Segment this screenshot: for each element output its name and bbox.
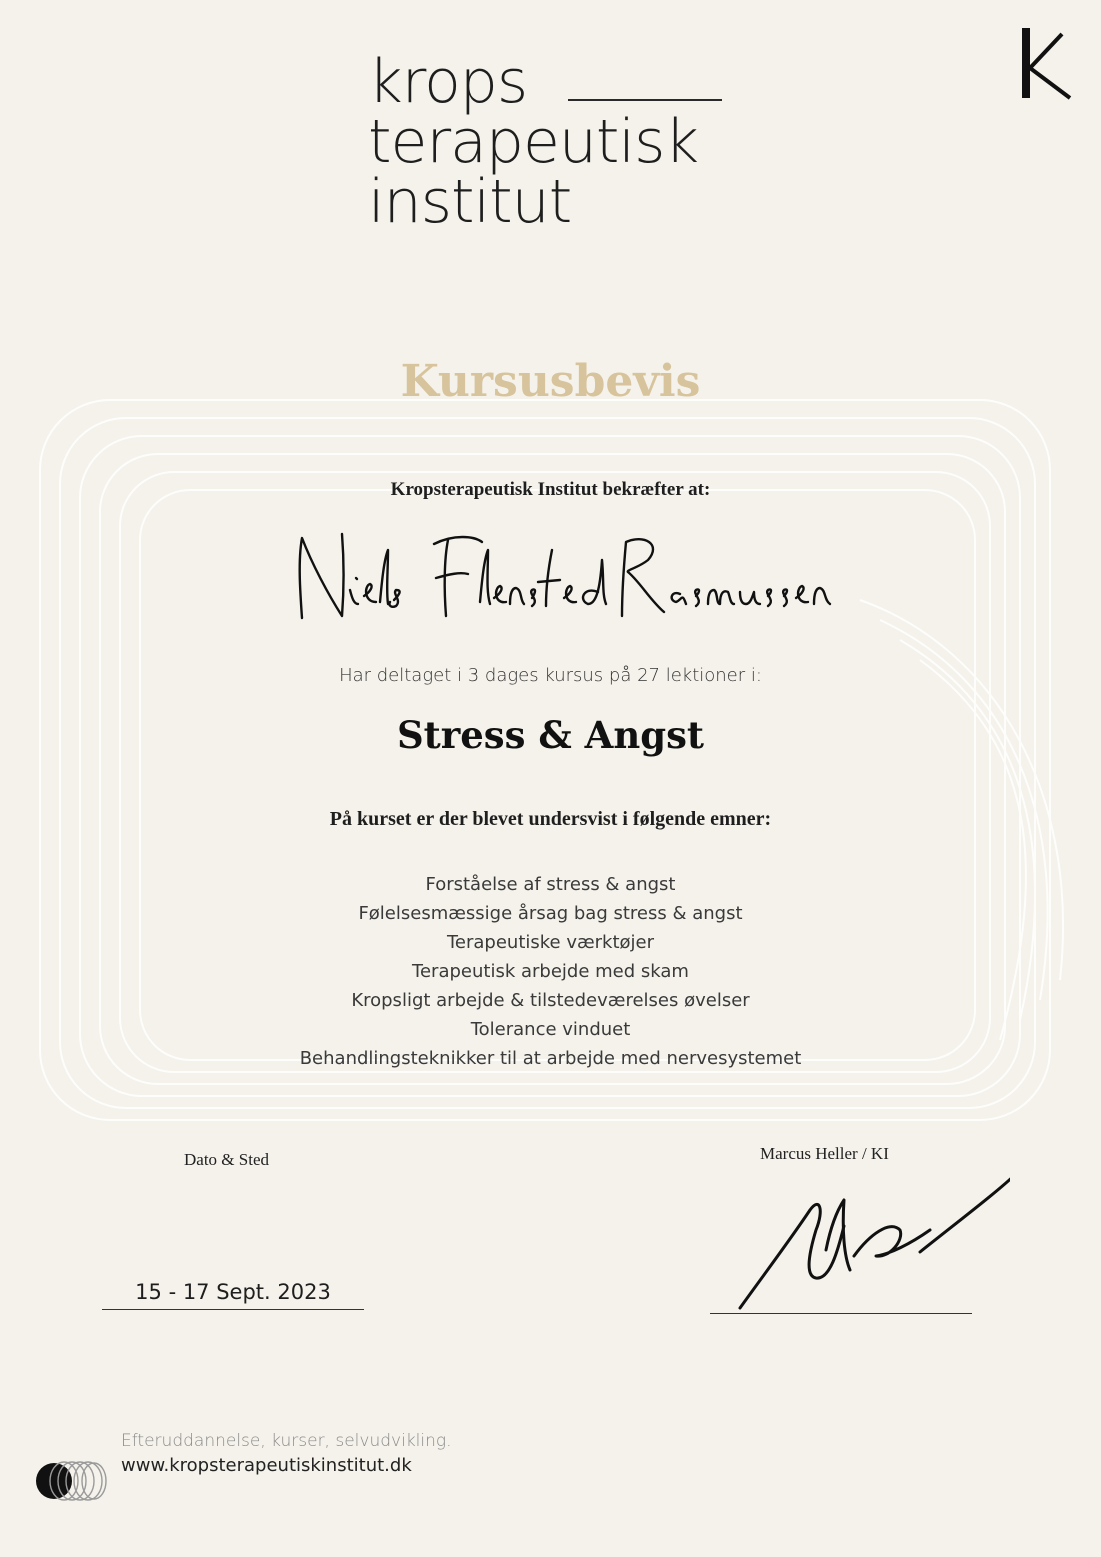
participation-text: Har deltaget i 3 dages kursus på 27 lektioner i:	[339, 665, 762, 686]
topics-heading: På kurset er der blevet undersvist i følgende emner:	[329, 808, 772, 830]
list-item: Kropsligt arbejde & tilstedeværelses øvelser	[351, 990, 750, 1011]
topics-list	[0, 870, 1101, 1073]
course-name: Stress & Angst	[396, 713, 705, 757]
date-place-label: Dato & Sted	[184, 1150, 269, 1169]
k-logo-icon	[1010, 22, 1080, 102]
list-item: Terapeutisk arbejde med skam	[412, 961, 689, 982]
footer-tagline: Efteruddannelse, kurser, selvudvikling.	[121, 1431, 452, 1451]
recipient-name	[284, 520, 844, 638]
date-value: 15 - 17 Sept. 2023	[135, 1280, 331, 1304]
institute-logo	[368, 47, 748, 237]
confirmation-text: Kropsterapeutisk Institut bekræfter at:	[390, 479, 711, 500]
list-item: Behandlingsteknikker til at arbejde med nervesystemet	[299, 1048, 802, 1069]
list-item: Følelsesmæssige årsag bag stress & angst	[358, 903, 743, 924]
signature-image	[720, 1160, 1010, 1320]
logo-rule	[568, 99, 722, 101]
list-item: Forståelse af stress & angst	[425, 874, 676, 895]
recipient-handwriting	[284, 520, 844, 638]
list-item: Tolerance vinduet	[470, 1019, 631, 1040]
certificate-title: Kursusbevis	[400, 356, 701, 407]
coil-logo-icon	[34, 1453, 114, 1509]
list-item: Terapeutiske værktøjer	[446, 932, 655, 953]
logo-line-3: institut	[368, 167, 572, 237]
logo-line-1: krops	[368, 47, 528, 117]
signer-name: Marcus Heller / KI	[760, 1144, 889, 1163]
logo-line-2: terapeutisk	[368, 107, 699, 177]
signature-line	[710, 1313, 972, 1314]
footer-website: www.kropsterapeutiskinstitut.dk	[121, 1455, 412, 1476]
date-line	[102, 1309, 364, 1310]
